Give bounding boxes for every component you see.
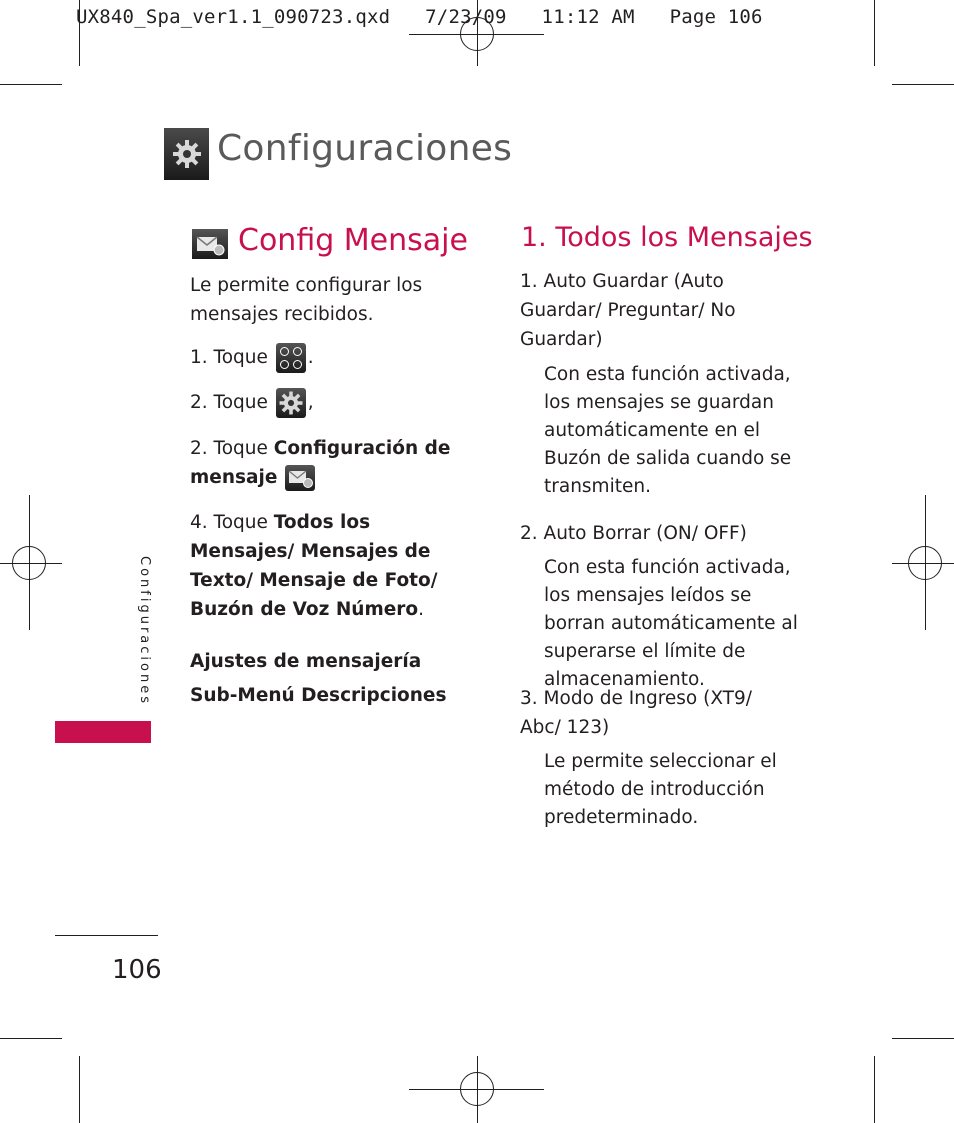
step-text: Toque xyxy=(213,392,268,413)
step-suffix: . xyxy=(307,347,314,368)
step-suffix: , xyxy=(307,392,314,413)
item-heading: Auto Borrar (ON/ OFF) xyxy=(543,523,747,544)
crop-mark xyxy=(0,1038,62,1039)
crop-mark xyxy=(874,1056,875,1123)
step-number: 2. xyxy=(190,438,208,459)
step-text: Toque xyxy=(213,438,268,459)
side-chapter-label: Configuraciones xyxy=(137,556,152,706)
step-3 xyxy=(190,434,460,492)
step-4 xyxy=(190,508,480,624)
crop-mark xyxy=(0,84,62,85)
step-1 xyxy=(190,343,314,373)
step-bold: Todos los Mensajes/ Mensajes de Texto/ Mensaje de Foto/ Buzón de Voz Número xyxy=(190,512,438,620)
gear-icon xyxy=(164,128,209,180)
intro-paragraph: Le permite configurar los mensajes recibidos. xyxy=(190,275,423,325)
item-2-heading xyxy=(520,519,810,548)
step-number: 2. xyxy=(190,392,208,413)
message-settings-icon xyxy=(192,229,228,259)
section-title: 1. Todos los Mensajes xyxy=(521,222,813,253)
submenu-heading: Ajustes de mensajería Sub-Menú Descripciones xyxy=(190,651,447,706)
gear-icon xyxy=(276,388,306,418)
crop-mark xyxy=(892,1038,954,1039)
step-suffix: . xyxy=(418,599,425,620)
registration-mark xyxy=(925,495,926,630)
print-slug: UX840_Spa_ver1.1_090723.qxd 7/23/09 11:12 AM Page 106 xyxy=(76,6,763,28)
step-text: Toque xyxy=(213,512,268,533)
message-settings-icon xyxy=(285,465,315,491)
step-number: 1. xyxy=(190,347,208,368)
crop-mark xyxy=(892,84,954,85)
item-heading: Auto Guardar (Auto Guardar/ Preguntar/ No Guardar) xyxy=(520,271,736,350)
footer-rule xyxy=(55,935,158,936)
step-text: Toque xyxy=(213,347,268,368)
crop-mark xyxy=(79,1056,80,1123)
item-2-description: Con esta función activada, los mensajes leídos se borran automáticamente al superarse el límite de almacenamiento. xyxy=(544,557,798,690)
item-number: 2. xyxy=(520,523,538,544)
section-title: Config Mensaje xyxy=(238,223,468,258)
item-1-heading xyxy=(520,267,810,354)
item-3-heading xyxy=(520,684,780,742)
registration-mark xyxy=(29,495,30,630)
chapter-title: Configuraciones xyxy=(217,128,513,169)
apps-icon xyxy=(276,343,306,373)
page-number: 106 xyxy=(112,955,162,985)
item-number: 1. xyxy=(520,271,538,292)
step-2 xyxy=(190,388,314,418)
chapter-tab-marker xyxy=(55,721,151,743)
registration-mark xyxy=(0,563,62,564)
crop-mark xyxy=(874,0,875,66)
step-number: 4. xyxy=(190,512,208,533)
item-heading: Modo de Ingreso (XT9/ Abc/ 123) xyxy=(520,688,752,738)
item-number: 3. xyxy=(520,688,538,709)
item-3-description: Le permite seleccionar el método de introducción predeterminado. xyxy=(544,751,777,828)
item-1-description: Con esta función activada, los mensajes se guardan automáticamente en el Buzón de salida cuando se transmiten. xyxy=(544,364,792,497)
registration-mark xyxy=(477,1056,478,1123)
step-bold: Configuración de mensaje xyxy=(190,438,451,488)
registration-mark xyxy=(892,563,954,564)
